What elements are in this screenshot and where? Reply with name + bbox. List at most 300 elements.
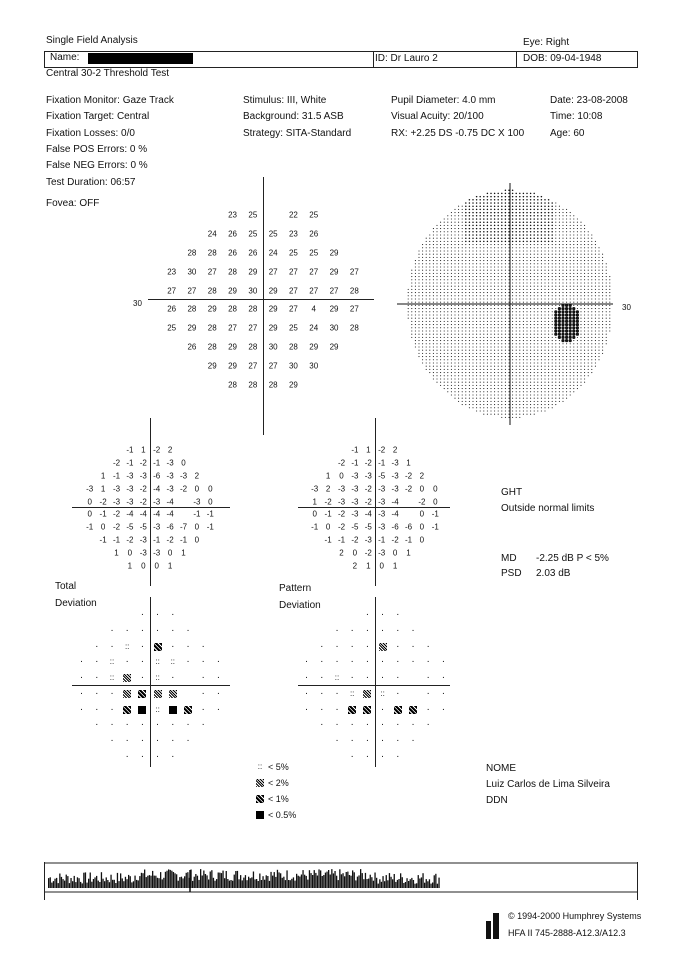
pattern-probability-symbol: ·	[380, 750, 385, 762]
total-probability-symbol: ·	[155, 625, 160, 637]
total-deviation-value: 1	[181, 548, 186, 558]
pattern-deviation-value: -3	[378, 497, 386, 507]
total-probability-symbol: ·	[79, 687, 84, 699]
threshold-value: 28	[349, 323, 359, 333]
patient-ddn-label: DDN	[486, 795, 508, 806]
pattern-probability-symbol: ·	[441, 703, 446, 715]
total-deviation-value: -4	[126, 509, 134, 519]
fixation-param: Fixation Target: Central	[46, 111, 150, 123]
pupil-param: RX: +2.25 DS -0.75 DC X 100	[391, 127, 525, 139]
fixation-param: False POS Errors: 0 %	[46, 143, 148, 155]
pattern-probability-symbol: ·	[380, 703, 385, 715]
pattern-probability-symbol: ·	[380, 609, 385, 621]
pattern-deviation-value: 1	[366, 445, 371, 455]
pattern-probability-symbol: ·	[411, 734, 415, 746]
pattern-deviation-value: 0	[433, 497, 438, 507]
pattern-deviation-value: -2	[364, 497, 372, 507]
threshold-value: 28	[187, 304, 197, 314]
total-deviation-value: 0	[127, 548, 133, 558]
total-deviation-value: -2	[99, 497, 107, 507]
threshold-value: 23	[167, 267, 177, 277]
date-param: Time: 10:08	[550, 111, 603, 123]
pattern-probability-symbol: ·	[396, 640, 400, 652]
pattern-probability-symbol: ·	[365, 672, 370, 684]
threshold-value: 29	[329, 267, 339, 277]
pattern-deviation-value: 0	[419, 535, 425, 545]
threshold-value: 29	[207, 304, 217, 314]
pattern-probability-symbol: ·	[350, 625, 354, 637]
pattern-deviation-subtitle: Deviation	[279, 600, 321, 611]
psd-value: 2.03 dB	[536, 568, 571, 579]
total-probability-symbol: ::	[155, 673, 160, 683]
total-probability-symbol: ·	[95, 687, 99, 699]
total-probability-symbol: ·	[140, 656, 145, 668]
total-deviation-title: Total	[55, 581, 77, 592]
total-deviation-value: -4	[139, 509, 147, 519]
total-deviation-value: -3	[112, 497, 121, 507]
total-probability-symbol: ·	[186, 656, 190, 668]
total-probability-symbol: ·	[155, 734, 160, 746]
pattern-deviation-value: -5	[351, 522, 359, 532]
eye-label: Eye: Right	[523, 37, 570, 48]
pattern-deviation-value: -1	[351, 445, 359, 455]
patient-id: ID: Dr Lauro 2	[375, 53, 438, 64]
pattern-deviation-value: -3	[351, 484, 359, 494]
pattern-deviation-value: 0	[339, 471, 344, 481]
pattern-deviation-value: 2	[419, 471, 425, 481]
total-probability-symbol: ·	[125, 625, 129, 637]
total-deviation-value: -5	[126, 522, 134, 532]
legend-label: < 1%	[268, 794, 289, 804]
total-deviation-value: -1	[179, 535, 188, 545]
total-probability-symbol: ·	[201, 672, 205, 684]
pattern-probability-symbol: ·	[380, 672, 385, 684]
threshold-value: 30	[187, 267, 197, 277]
threshold-value: 28	[288, 342, 298, 352]
pattern-probability-symbol: ::	[334, 673, 340, 683]
ght-label: GHT	[501, 487, 523, 498]
threshold-value: 29	[329, 248, 339, 258]
total-deviation-value: -1	[112, 535, 121, 545]
pattern-probability-symbol: ·	[335, 703, 339, 715]
total-deviation-value: -3	[193, 497, 201, 507]
total-probability-symbol: ::	[109, 657, 115, 667]
total-probability-symbol: ·	[201, 640, 205, 652]
name-label: Name:	[50, 52, 80, 63]
pattern-probability-symbol: ·	[426, 687, 430, 699]
pattern-deviation-value: -3	[351, 497, 359, 507]
total-probability-symbol: ·	[79, 672, 84, 684]
threshold-value: 27	[288, 286, 298, 296]
pattern-deviation-value: -1	[378, 458, 386, 468]
threshold-value: 29	[248, 267, 258, 277]
total-deviation-value: -1	[99, 509, 107, 519]
total-deviation-value: -2	[126, 535, 134, 545]
pattern-deviation-value: -2	[364, 484, 372, 494]
pattern-probability-symbol: ·	[411, 625, 415, 637]
pattern-probability-symbol: ·	[365, 734, 370, 746]
pattern-probability-symbol: ·	[365, 625, 370, 637]
total-deviation-value: -7	[179, 522, 188, 532]
total-deviation-value: -1	[193, 509, 201, 519]
pattern-deviation-title: Pattern	[279, 583, 312, 594]
threshold-value: 25	[268, 229, 278, 239]
pattern-probability-symbol: ·	[396, 625, 400, 637]
pattern-probability-symbol: ·	[365, 719, 370, 731]
pattern-deviation-value: -2	[404, 471, 413, 481]
pattern-deviation-value: -3	[391, 458, 399, 468]
total-probability-symbol: ·	[186, 640, 190, 652]
pattern-deviation-value: 0	[433, 484, 438, 494]
fixation-param: False NEG Errors: 0 %	[46, 160, 148, 172]
total-probability-symbol: ·	[171, 719, 175, 731]
axis-line	[375, 597, 376, 767]
pattern-deviation-value: -4	[364, 509, 372, 519]
total-deviation-value: -1	[153, 535, 161, 545]
total-deviation-value: -2	[139, 484, 147, 494]
total-deviation-value: 0	[208, 484, 213, 494]
total-probability-symbol: ·	[171, 609, 175, 621]
total-deviation-value: -3	[153, 497, 161, 507]
pattern-deviation-value: 2	[392, 445, 398, 455]
pattern-probability-symbol: ·	[350, 640, 354, 652]
total-deviation-value: 0	[100, 522, 106, 532]
axis-line	[72, 685, 230, 686]
threshold-value: 27	[248, 323, 258, 333]
total-probability-symbol: ·	[110, 719, 114, 731]
total-deviation-value: -3	[139, 471, 147, 481]
date-param: Date: 23-08-2008	[550, 95, 628, 106]
total-probability-symbol: ·	[140, 734, 145, 746]
pattern-deviation-value: 1	[312, 497, 317, 507]
pattern-probability-symbol: ·	[320, 719, 324, 731]
threshold-value: 29	[228, 286, 237, 296]
threshold-value: 24	[207, 229, 217, 239]
pattern-deviation-value: -2	[337, 509, 346, 519]
probability-symbol	[379, 643, 387, 651]
pattern-probability-symbol: ·	[320, 687, 324, 699]
axis-line	[150, 418, 151, 586]
threshold-value: 28	[207, 323, 217, 333]
legend-label: < 0.5%	[268, 810, 297, 820]
total-deviation-value: -3	[166, 458, 174, 468]
pattern-probability-symbol: ·	[320, 672, 324, 684]
threshold-value: 29	[309, 342, 319, 352]
total-deviation-value: -2	[179, 484, 188, 494]
threshold-value: 23	[288, 229, 298, 239]
pattern-probability-symbol: ·	[304, 656, 309, 668]
pattern-probability-symbol: ·	[320, 640, 324, 652]
total-probability-symbol: ·	[125, 750, 129, 762]
pupil-param: Visual Acuity: 20/100	[391, 111, 484, 123]
pattern-probability-symbol: ·	[426, 656, 430, 668]
legend-swatch	[256, 795, 264, 803]
threshold-value: 26	[228, 248, 237, 258]
total-deviation-value: 0	[181, 458, 186, 468]
pattern-probability-symbol: ·	[320, 703, 324, 715]
threshold-value: 30	[329, 323, 339, 333]
total-deviation-value: 0	[87, 509, 92, 519]
threshold-value: 30	[268, 342, 278, 352]
pattern-deviation-value: -2	[337, 458, 346, 468]
total-probability-symbol: ·	[140, 609, 145, 621]
patient-name: Luiz Carlos de Lima Silveira	[486, 779, 610, 790]
redacted-name	[88, 53, 193, 64]
threshold-value: 27	[288, 304, 298, 314]
psd-name: PSD	[501, 568, 522, 579]
pattern-probability-symbol: ·	[320, 656, 324, 668]
pattern-probability-symbol: ·	[426, 703, 430, 715]
pattern-probability-symbol: ·	[304, 672, 309, 684]
total-deviation-value: 1	[141, 445, 146, 455]
gaze-tracking-chart	[44, 862, 638, 900]
threshold-value: 27	[349, 267, 359, 277]
total-deviation-value: -5	[139, 522, 147, 532]
pupil-param: Pupil Diameter: 4.0 mm	[391, 95, 496, 106]
threshold-value: 23	[228, 210, 237, 220]
total-deviation-value: -6	[166, 522, 174, 532]
total-probability-symbol: ·	[110, 703, 114, 715]
pattern-probability-symbol: ·	[380, 734, 385, 746]
date-param: Age: 60	[550, 127, 585, 139]
pattern-probability-symbol: ·	[396, 734, 400, 746]
probability-symbol	[123, 674, 131, 682]
date-of-birth: DOB: 09-04-1948	[523, 53, 602, 64]
pattern-probability-symbol: ·	[350, 750, 354, 762]
pattern-probability-symbol: ·	[396, 609, 400, 621]
total-deviation-value: 1	[100, 471, 106, 481]
threshold-value: 27	[268, 267, 278, 277]
threshold-value: 28	[187, 248, 197, 258]
pattern-deviation-value: -3	[391, 471, 399, 481]
legend-swatch: ::	[257, 762, 263, 771]
total-deviation-value: -1	[206, 522, 214, 532]
threshold-value: 24	[268, 248, 278, 258]
threshold-value: 29	[329, 304, 339, 314]
pattern-deviation-value: -3	[378, 548, 386, 558]
threshold-value: 28	[248, 342, 258, 352]
probability-symbol	[123, 706, 131, 714]
total-probability-symbol: ·	[201, 703, 205, 715]
total-probability-symbol: ·	[110, 625, 114, 637]
legend-swatch	[256, 811, 264, 819]
total-deviation-value: -4	[153, 484, 161, 494]
pattern-probability-symbol: ·	[304, 687, 309, 699]
total-deviation-value: 1	[167, 561, 173, 571]
threshold-value: 28	[248, 380, 258, 390]
threshold-value: 29	[329, 342, 339, 352]
total-probability-symbol: ·	[155, 750, 160, 762]
pattern-probability-symbol: ·	[396, 719, 400, 731]
total-probability-symbol: ·	[125, 656, 129, 668]
pattern-deviation-value: 0	[419, 509, 425, 519]
threshold-value: 28	[228, 304, 237, 314]
total-deviation-value: -3	[153, 522, 161, 532]
pattern-deviation-value: -5	[364, 522, 372, 532]
threshold-value: 29	[268, 286, 278, 296]
total-probability-symbol: ::	[170, 657, 176, 667]
pattern-deviation-value: -2	[404, 484, 413, 494]
pattern-deviation-value: 0	[352, 548, 358, 558]
total-probability-symbol: ·	[171, 625, 175, 637]
threshold-value: 25	[309, 210, 319, 220]
total-probability-symbol: ·	[171, 640, 175, 652]
pattern-probability-symbol: ·	[411, 719, 415, 731]
axis-line	[375, 418, 376, 586]
pattern-deviation-value: -3	[311, 484, 319, 494]
pattern-probability-symbol: ·	[396, 750, 400, 762]
total-deviation-value: -3	[139, 535, 147, 545]
threshold-value: 25	[167, 323, 177, 333]
total-deviation-value: -1	[86, 522, 94, 532]
threshold-value: 28	[207, 248, 217, 258]
pattern-deviation-value: -3	[364, 535, 372, 545]
total-deviation-value: -1	[153, 458, 161, 468]
threshold-value: 28	[207, 342, 217, 352]
pattern-deviation-value: 1	[366, 561, 371, 571]
total-deviation-value: -3	[126, 484, 134, 494]
threshold-value: 27	[268, 361, 278, 371]
total-probability-symbol: ·	[125, 734, 129, 746]
total-deviation-value: -1	[126, 458, 134, 468]
total-deviation-value: -3	[86, 484, 94, 494]
total-deviation-value: 0	[194, 522, 200, 532]
pattern-deviation-value: 2	[352, 561, 358, 571]
total-probability-symbol: ·	[201, 656, 205, 668]
threshold-value: 27	[248, 361, 258, 371]
pattern-deviation-value: -2	[378, 445, 386, 455]
total-probability-symbol: ::	[124, 641, 130, 651]
pattern-probability-symbol: ·	[411, 640, 415, 652]
total-probability-symbol: ·	[201, 719, 205, 731]
total-probability-symbol: ::	[109, 673, 115, 683]
pattern-deviation-value: -3	[337, 484, 346, 494]
total-deviation-value: -3	[126, 497, 134, 507]
pattern-deviation-value: -2	[324, 497, 332, 507]
humphrey-logo-icon	[486, 913, 500, 939]
legend-label: < 2%	[268, 778, 289, 788]
probability-symbol	[363, 706, 371, 714]
total-deviation-value: -4	[166, 509, 174, 519]
probability-symbol	[169, 706, 177, 714]
total-deviation-value: 1	[127, 561, 133, 571]
threshold-value: 26	[187, 342, 197, 352]
threshold-value: 29	[268, 323, 278, 333]
total-deviation-value: -3	[112, 484, 121, 494]
total-probability-symbol: ·	[110, 687, 114, 699]
pattern-deviation-value: 2	[339, 548, 344, 558]
axis-line	[298, 685, 450, 686]
md-value: -2.25 dB P < 5%	[536, 553, 609, 564]
pattern-deviation-value: -3	[378, 484, 386, 494]
threshold-value: 24	[309, 323, 319, 333]
pattern-probability-symbol: ·	[426, 719, 430, 731]
pattern-probability-symbol: ·	[396, 672, 400, 684]
axis-line	[298, 507, 450, 508]
axis-line	[150, 597, 151, 767]
total-probability-symbol: ·	[110, 734, 114, 746]
total-deviation-value: 0	[194, 484, 200, 494]
total-deviation-value: -3	[139, 548, 147, 558]
total-deviation-value: -2	[112, 509, 121, 519]
pattern-probability-symbol: ·	[350, 719, 354, 731]
pattern-deviation-value: -2	[364, 548, 372, 558]
pattern-probability-symbol: ·	[335, 625, 339, 637]
threshold-value: 28	[207, 286, 217, 296]
pattern-probability-symbol: ·	[350, 672, 354, 684]
threshold-value: 27	[207, 267, 217, 277]
total-probability-symbol: ·	[140, 640, 145, 652]
pattern-probability-symbol: ·	[441, 672, 446, 684]
pattern-probability-symbol: ·	[426, 672, 430, 684]
pattern-deviation-value: -3	[351, 509, 359, 519]
pattern-deviation-value: -4	[391, 497, 399, 507]
probability-symbol	[409, 706, 417, 714]
total-probability-symbol: ·	[95, 703, 99, 715]
patient-nome-label: NOME	[486, 763, 516, 774]
pattern-deviation-value: 1	[325, 471, 331, 481]
pattern-probability-symbol: ·	[396, 656, 400, 668]
threshold-value: 29	[228, 342, 237, 352]
pattern-deviation-value: -2	[391, 535, 399, 545]
total-deviation-value: -2	[112, 458, 121, 468]
pattern-deviation-value: -1	[378, 535, 386, 545]
threshold-value: 27	[288, 267, 298, 277]
pattern-deviation-value: -3	[391, 484, 399, 494]
stimulus-param: Stimulus: III, White	[243, 95, 327, 106]
probability-symbol	[123, 690, 131, 698]
threshold-value: 29	[207, 361, 217, 371]
total-deviation-value: 0	[87, 497, 92, 507]
total-deviation-value: -4	[153, 509, 161, 519]
threshold-value: 4	[311, 304, 316, 314]
fovea-status: Fovea: OFF	[46, 198, 100, 209]
threshold-value: 26	[228, 229, 237, 239]
pattern-deviation-value: -3	[378, 509, 386, 519]
threshold-value: 25	[248, 229, 258, 239]
pattern-deviation-value: 0	[379, 561, 384, 571]
total-probability-symbol: ::	[155, 657, 160, 667]
total-deviation-value: -3	[166, 484, 174, 494]
axis-line	[72, 507, 230, 508]
total-deviation-value: 1	[100, 484, 106, 494]
pattern-deviation-value: 1	[406, 548, 411, 558]
total-probability-symbol: ·	[186, 719, 190, 731]
pattern-deviation-value: -2	[351, 535, 359, 545]
pattern-deviation-value: -1	[311, 522, 319, 532]
pattern-probability-symbol: ·	[365, 750, 370, 762]
probability-symbol	[138, 690, 146, 698]
total-probability-symbol: ·	[171, 734, 175, 746]
pattern-deviation-value: -1	[324, 509, 332, 519]
copyright: © 1994-2000 Humphrey Systems	[508, 911, 642, 921]
total-deviation-value: -2	[153, 445, 161, 455]
total-probability-symbol: ·	[140, 719, 145, 731]
total-probability-symbol: ·	[140, 672, 145, 684]
stimulus-param: Strategy: SITA-Standard	[243, 127, 352, 139]
pattern-deviation-value: -1	[404, 535, 413, 545]
pattern-probability-symbol: ·	[350, 734, 354, 746]
pattern-deviation-value: -2	[418, 497, 426, 507]
total-probability-symbol: ·	[95, 640, 99, 652]
threshold-value: 25	[288, 248, 298, 258]
pattern-deviation-value: -1	[431, 522, 439, 532]
pattern-probability-symbol: ·	[426, 640, 430, 652]
threshold-value: 26	[167, 304, 177, 314]
total-probability-symbol: ·	[216, 656, 221, 668]
threshold-value: 28	[228, 267, 237, 277]
threshold-value: 28	[268, 380, 278, 390]
